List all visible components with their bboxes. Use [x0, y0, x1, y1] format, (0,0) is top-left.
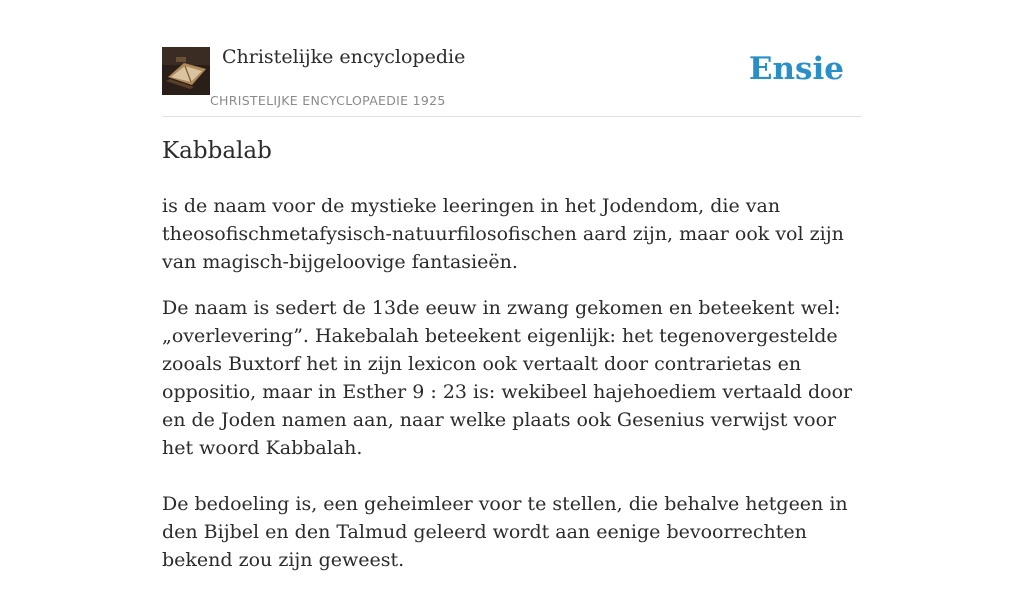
article-paragraph: De bedoeling is, een geheimleer voor te stellen, die behalve hetgeen in den Bijbel en den Talmud geleerd wordt aan eenige bevoorrechten bekend zou zijn geweest.: [162, 493, 848, 571]
article-paragraph: is de naam voor de mystieke leeringen in het Jodendom, die van theosofischmetafysisch-natuurfilosofischen aard zijn, maar ook vol zijn van magisch-bijgeloovige fantasieën.: [162, 195, 844, 273]
encyclopedia-avatar[interactable]: [162, 47, 210, 95]
site-title[interactable]: Christelijke encyclopedie: [222, 46, 466, 68]
book-photo-icon: [162, 47, 210, 95]
article-body: [162, 192, 872, 592]
article-title: Kabbalab: [162, 138, 272, 164]
site-subtitle: CHRISTELIJKE ENCYCLOPAEDIE 1925: [210, 93, 446, 108]
ensie-logo[interactable]: Ensie: [748, 51, 844, 87]
article-paragraph: De naam is sedert de 13de eeuw in zwang gekomen en beteekent wel: „overlevering”. Hakebalah beteekent eigenlijk: het tegenovergestelde zooals Buxtorf het in zijn lexicon ook vertaalt door contrarietas en oppositio, maar in Esther 9 : 23 is: wekibeel hajehoediem vertaald door en de Joden namen aan, naar welke plaats ook Gesenius verwijst voor het woord Kabbalah.: [162, 297, 853, 459]
site-header: [162, 46, 862, 117]
